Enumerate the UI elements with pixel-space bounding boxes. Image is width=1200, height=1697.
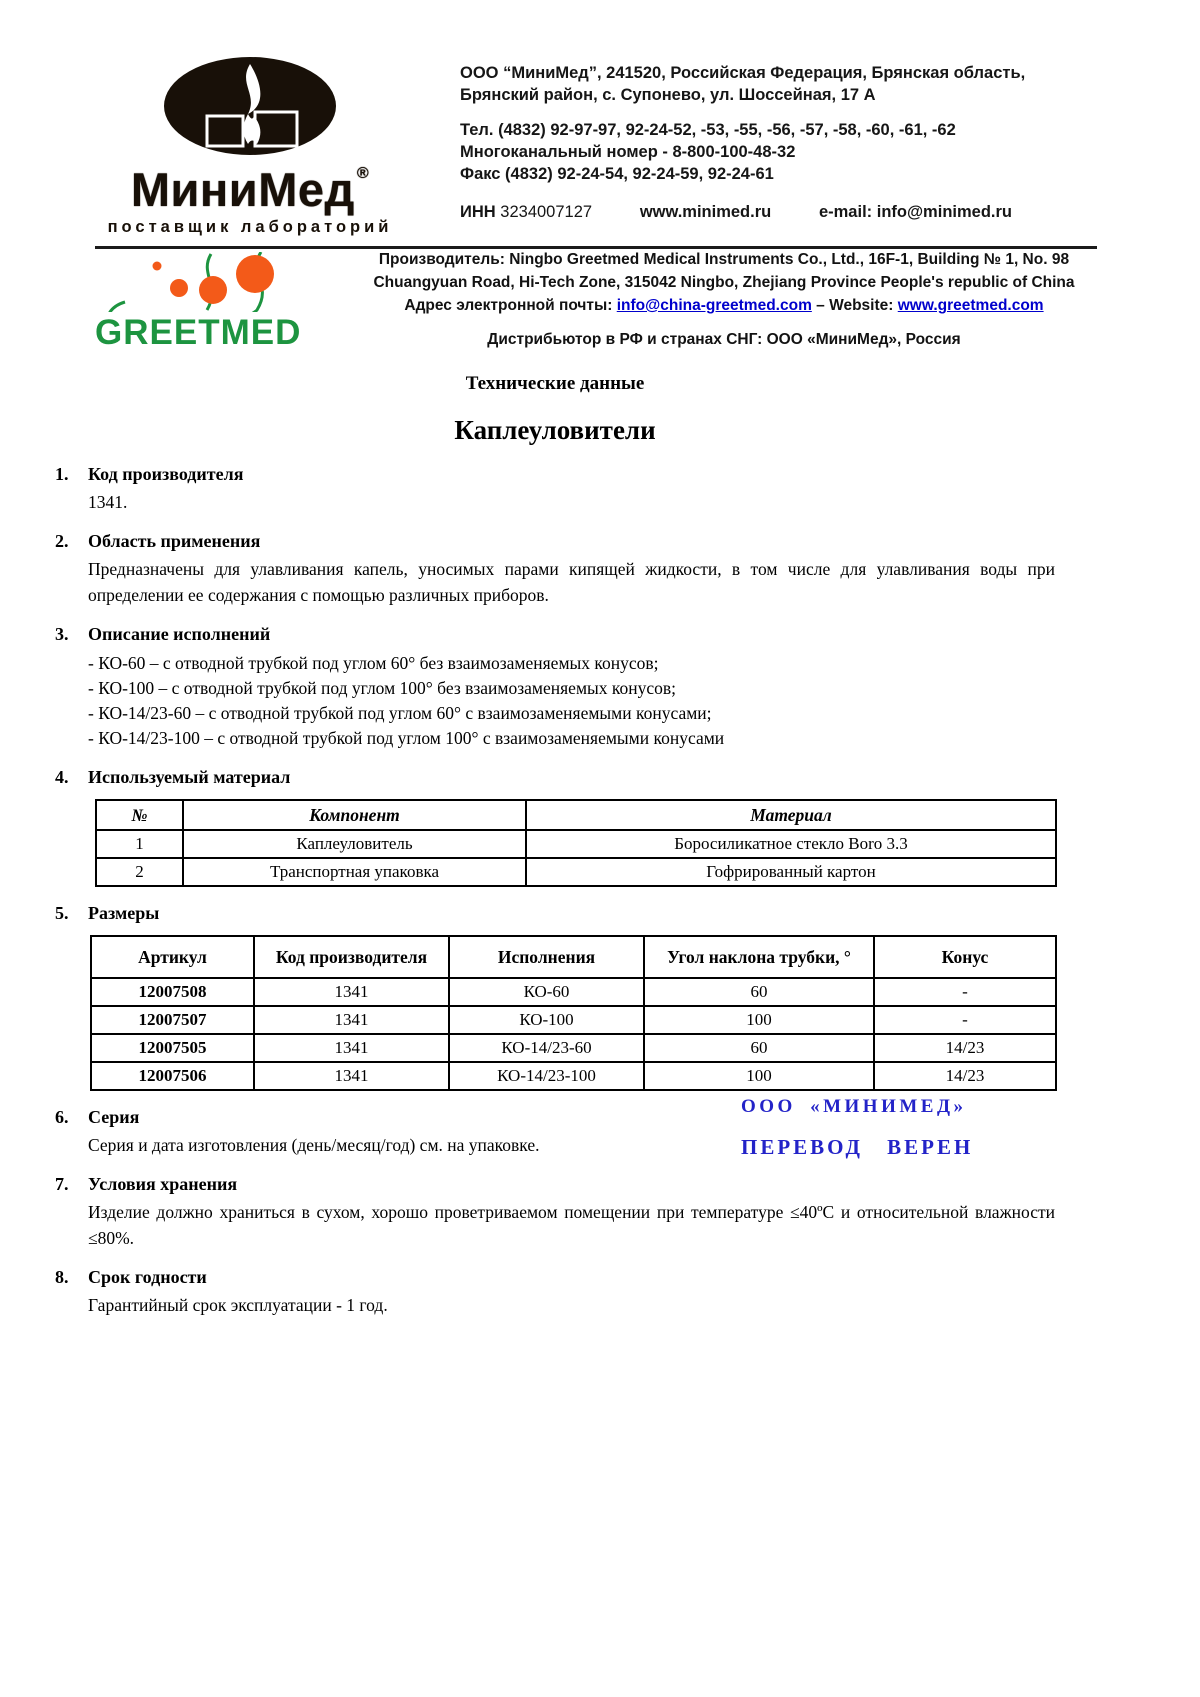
- list-item: - КО-14/23-100 – с отводной трубкой под углом 100° с взаимозаменяемыми конусами: [88, 728, 725, 748]
- section-heading: [55, 1264, 1055, 1290]
- inn-label: ИНН: [460, 203, 496, 221]
- section-number: 6.: [55, 1107, 69, 1127]
- table-row: [96, 858, 1056, 886]
- section-title: Область применения: [88, 531, 261, 551]
- brand-name: МиниМед: [130, 163, 355, 216]
- section-title: Размеры: [88, 903, 160, 923]
- section-body: 1341.: [88, 492, 128, 512]
- website-label: Website:: [829, 297, 894, 314]
- candle-flame-icon: [160, 56, 340, 160]
- section-title: Описание исполнений: [88, 624, 271, 644]
- cell: КО-14/23-60: [449, 1034, 644, 1062]
- manufacturer-email-label: Адрес электронной почты:: [404, 297, 613, 314]
- section-heading: [55, 1171, 1055, 1197]
- cell: Каплеуловитель: [183, 830, 526, 858]
- registered-mark: ®: [356, 165, 370, 182]
- stamp-text: ПЕРЕВОД ВЕРЕН: [741, 1135, 974, 1159]
- column-header: Материал: [526, 800, 1056, 830]
- inn-row: [460, 201, 1012, 223]
- table-header-row: [96, 800, 1056, 830]
- section-heading: [55, 461, 1055, 487]
- cell-article: 12007508: [91, 978, 254, 1006]
- cell-article: 12007507: [91, 1006, 254, 1034]
- section-title: Серия: [88, 1107, 140, 1127]
- section-number: 2.: [55, 531, 69, 551]
- fax-line: Факс (4832) 92-24-54, 92-24-59, 92-24-61: [460, 165, 774, 183]
- cell: КО-100: [449, 1006, 644, 1034]
- section-title: Используемый материал: [88, 767, 291, 787]
- section-body: Серия и дата изготовления (день/месяц/год) см. на упаковке.: [88, 1135, 540, 1155]
- sizes-table: [90, 935, 1057, 1091]
- column-header: Код производителя: [254, 936, 449, 978]
- cell: 1341: [254, 1006, 449, 1034]
- company-contact-block: [460, 62, 1110, 223]
- section-number: 4.: [55, 767, 69, 787]
- brand-tagline: поставщик лабораторий: [107, 218, 393, 236]
- cell: 60: [644, 978, 874, 1006]
- version-list: [55, 651, 1055, 751]
- section-title: Код производителя: [88, 464, 244, 484]
- manufacturer-contacts: [348, 294, 1100, 317]
- section-title: Срок годности: [88, 1267, 207, 1287]
- section-materials: [55, 764, 1055, 887]
- section-number: 7.: [55, 1174, 69, 1194]
- company-address-line2: Брянский район, с. Супонево, ул. Шоссейная, 17 А: [460, 86, 876, 104]
- manufacturer-block: [348, 248, 1100, 351]
- list-item: - КО-100 – с отводной трубкой под углом 100° без взаимозаменяемых конусов;: [88, 678, 677, 698]
- cell: 1341: [254, 1034, 449, 1062]
- cell: -: [874, 1006, 1056, 1034]
- greetmed-wordmark: GREETMED: [95, 313, 302, 352]
- cell: Транспортная упаковка: [183, 858, 526, 886]
- inn: [460, 201, 592, 223]
- section-number: 8.: [55, 1267, 69, 1287]
- cell: 14/23: [874, 1062, 1056, 1090]
- translation-stamp: [741, 1096, 973, 1160]
- list-item: - КО-60 – с отводной трубкой под углом 60° без взаимозаменяемых конусов;: [88, 653, 659, 673]
- section-number: 3.: [55, 624, 69, 644]
- greetmed-logo: [95, 252, 340, 351]
- cell: 100: [644, 1062, 874, 1090]
- table-row: [91, 1062, 1056, 1090]
- cell: КО-14/23-100: [449, 1062, 644, 1090]
- section-series: [55, 1096, 1055, 1159]
- minimed-logo: [92, 56, 408, 237]
- dash-separator: –: [816, 297, 825, 314]
- table-row: [91, 978, 1056, 1006]
- inn-value: 3234007127: [500, 203, 593, 221]
- phone-line: Тел. (4832) 92-97-97, 92-24-52, -53, -55, -56, -57, -58, -60, -61, -62: [460, 121, 956, 139]
- column-header: Артикул: [91, 936, 254, 978]
- column-header: Угол наклона трубки, °: [644, 936, 874, 978]
- distributor-line: Дистрибьютор в РФ и странах СНГ: ООО «МиниМед», Россия: [487, 331, 961, 348]
- table-row: [91, 1034, 1056, 1062]
- cell: 100: [644, 1006, 874, 1034]
- column-header: №: [96, 800, 183, 830]
- cell-article: 12007505: [91, 1034, 254, 1062]
- cell: 14/23: [874, 1034, 1056, 1062]
- section-sizes: [55, 900, 1055, 1091]
- section-number: 1.: [55, 464, 69, 484]
- manufacturer-website-link[interactable]: www.greetmed.com: [897, 297, 1044, 314]
- company-email: e-mail: info@minimed.ru: [818, 203, 1012, 221]
- greetmed-vine-icon: [95, 252, 335, 312]
- column-header: Исполнения: [449, 936, 644, 978]
- manufacturer-line1: Производитель: Ningbo Greetmed Medical Instruments Co., Ltd., 16F-1, Building № 1, No. 98: [378, 251, 1070, 268]
- document-body: [55, 372, 1055, 1318]
- brand-wordmark: [92, 152, 408, 216]
- cell: 60: [644, 1034, 874, 1062]
- section-title: Условия хранения: [88, 1174, 238, 1194]
- table-header-row: [91, 936, 1056, 978]
- multichannel-line: Многоканальный номер - 8-800-100-48-32: [460, 143, 796, 161]
- cell: 1341: [254, 1062, 449, 1090]
- stamp-company: ООО «МИНИМЕД»: [741, 1096, 967, 1117]
- section-manufacturer-code: [55, 461, 1055, 515]
- page-title: Каплеуловители: [454, 415, 656, 445]
- table-row: [96, 830, 1056, 858]
- section-body: Гарантийный срок эксплуатации - 1 год.: [88, 1295, 388, 1315]
- section-application: [55, 528, 1055, 608]
- section-body: Предназначены для улавливания капель, уносимых парами кипящей жидкости, в том числе для улавливания воды при определении ее содержания с помощью различных приборов.: [88, 559, 1055, 605]
- section-heading: [55, 528, 1055, 554]
- section-heading: [55, 621, 1055, 647]
- section-number: 5.: [55, 903, 69, 923]
- section-shelf-life: [55, 1264, 1055, 1318]
- cell: 2: [96, 858, 183, 886]
- cell: -: [874, 978, 1056, 1006]
- table-row: [91, 1006, 1056, 1034]
- manufacturer-line2: Chuangyuan Road, Hi-Tech Zone, 315042 Ningbo, Zhejiang Province People's republic of China: [373, 274, 1075, 291]
- column-header: Конус: [874, 936, 1056, 978]
- cell: Гофрированный картон: [526, 858, 1056, 886]
- section-body: Изделие должно храниться в сухом, хорошо проветриваемом помещении при температуре ≤40ºС и относительной влажности ≤80%.: [88, 1202, 1055, 1248]
- cell: Боросиликатное стекло Boro 3.3: [526, 830, 1056, 858]
- cell: 1341: [254, 978, 449, 1006]
- manufacturer-email-link[interactable]: info@china-greetmed.com: [616, 297, 812, 314]
- company-website: www.minimed.ru: [639, 203, 772, 221]
- cell-article: 12007506: [91, 1062, 254, 1090]
- section-storage: [55, 1171, 1055, 1251]
- materials-table: [95, 799, 1057, 887]
- section-heading: [55, 764, 1055, 790]
- section-heading: [55, 900, 1055, 926]
- cell: 1: [96, 830, 183, 858]
- company-address-line1: ООО “МиниМед”, 241520, Российская Федерация, Брянская область,: [460, 64, 1026, 82]
- column-header: Компонент: [183, 800, 526, 830]
- section-versions: [55, 621, 1055, 751]
- cell: КО-60: [449, 978, 644, 1006]
- doc-subtitle: Технические данные: [465, 373, 645, 394]
- list-item: - КО-14/23-60 – с отводной трубкой под углом 60° с взаимозаменяемыми конусами;: [88, 703, 712, 723]
